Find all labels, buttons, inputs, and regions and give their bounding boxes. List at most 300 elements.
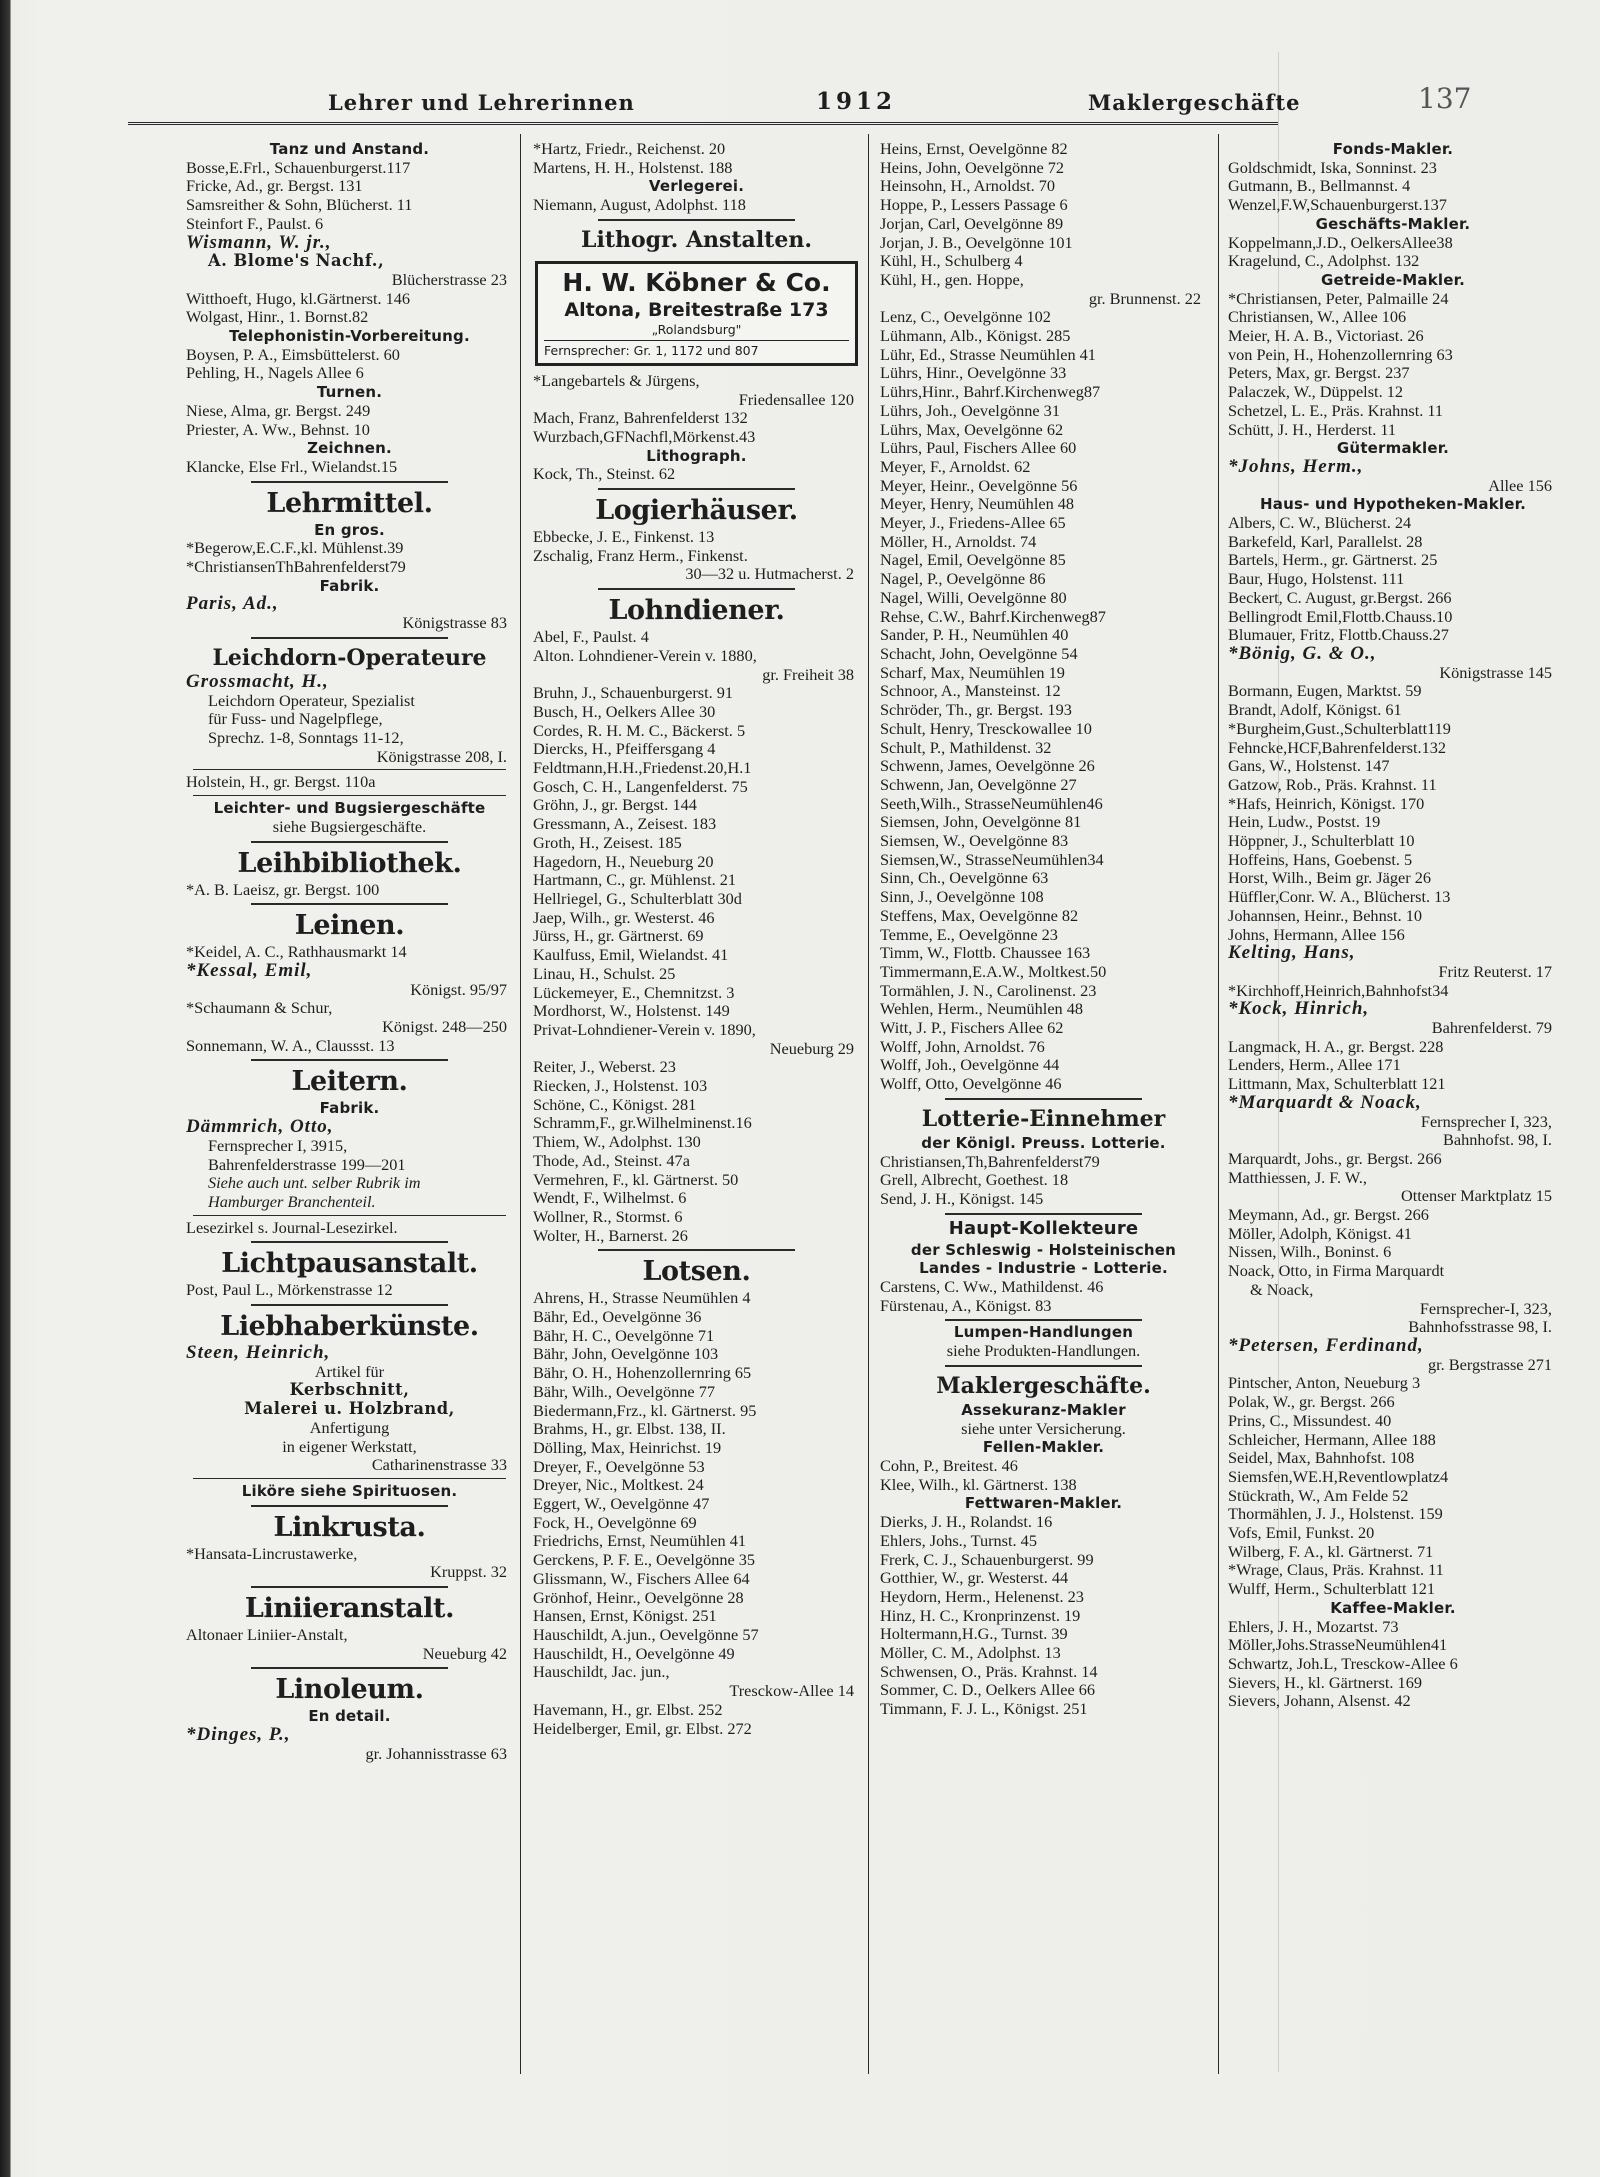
list-item: Meymann, Ad., gr. Bergst. 266 [1228,1206,1429,1225]
advertisement-box [535,261,858,366]
list-item: für Fuss- und Nagelpflege, [208,710,383,729]
list-item: Hauschildt, A.jun., Oevelgönne 57 [533,1626,759,1644]
list-item: Thormählen, J. J., Holstenst. 159 [1228,1505,1443,1524]
list-item: Goldschmidt, Iska, Sonninst. 23 [1228,158,1437,177]
list-item: Lenz, C., Oevelgönne 102 [880,308,1051,327]
list-item: *Hafs, Heinrich, Königst. 170 [1228,794,1425,813]
list-item: Siehe auch unt. selber Rubrik im [208,1174,421,1193]
list-item: Kragelund, C., Adolphst. 132 [1228,252,1420,271]
list-item: Dierks, J. H., Rolandst. 16 [880,1513,1053,1532]
list-item: Lührs, Max, Oevelgönne 62 [880,420,1064,439]
list-item: Groth, H., Zeisest. 185 [533,833,682,852]
section-heading: Leichdorn-Operateure [212,644,487,671]
section-heading: Maklergeschäfte. [936,1372,1151,1399]
list-item: Mach, Franz, Bahrenfelderst 132 [533,409,748,428]
entry-list [533,1289,860,1682]
list-item: Schramm,F., gr.Wilhelminenst.16 [533,1114,752,1133]
list-item: Ahrens, H., Strasse Neumühlen 4 [533,1289,751,1308]
list-item: Gröhn, J., gr. Bergst. 144 [533,796,697,815]
list-item: Wendt, F., Wilhelmst. 6 [533,1189,687,1208]
list-item: Bähr, Ed., Oevelgönne 36 [533,1308,702,1327]
list-item: Wolff, John, Arnoldst. 76 [880,1037,1045,1056]
list-item: Gotthier, W., gr. Westerst. 44 [880,1569,1069,1588]
list-item: Frerk, C. J., Schauenburgerst. 99 [880,1550,1094,1569]
entry-name: Steen, Heinrich, [186,1342,331,1364]
list-item: Siemsen,W., StrasseNeumühlen34 [880,850,1104,869]
list-item: Pehling, H., Nagels Allee 6 [186,364,364,383]
list-item: Linau, H., Schulst. 25 [533,964,676,983]
list-item: Lenders, Herm., Allee 171 [1228,1056,1401,1075]
entry-rule [193,795,507,796]
list-item: Nagel, Willi, Oevelgönne 80 [880,588,1067,607]
list-item: Hein, Ludw., Postst. 19 [1228,813,1381,832]
entry-list [1228,1206,1558,1281]
section-rule [251,1667,447,1669]
ad-tagline: „Rolandsburg" [651,321,742,337]
section-heading: Turnen. [316,383,383,402]
entry-address: Allee 156 [1488,475,1552,495]
section-heading: Haupt-Kollekteure [948,1217,1139,1239]
list-item: Koppelmann,J.D., OelkersAllee38 [1228,233,1453,252]
entry: *Schaumann & Schur, [186,999,333,1018]
list-item: Nagel, Emil, Oevelgönne 85 [880,551,1066,570]
entry-address: Friedensallee 120 [738,389,854,409]
section-rule [598,219,794,221]
list-item: Blumauer, Fritz, Flottb.Chauss.27 [1228,626,1449,645]
list-item: Schult, Henry, Tresckowallee 10 [880,719,1092,738]
list-item: Rehse, C.W., Bahrf.Kirchenweg87 [880,607,1106,626]
list-item: Hagedorn, H., Neueburg 20 [533,852,714,871]
list-item: Alton. Lohndiener-Verein v. 1880, [533,646,757,665]
list-item: Stückrath, W., Am Felde 52 [1228,1486,1409,1505]
list-item: Jorjan, J. B., Oevelgönne 101 [880,233,1073,252]
entry-name: *Johns, Herm., [1228,455,1364,477]
list-item: Seidel, Max, Bahnhofst. 108 [1228,1449,1415,1468]
list-item: Glissmann, W., Fischers Allee 64 [533,1569,750,1588]
list-item: Bellingrodt Emil,Flottb.Chauss.10 [1228,607,1453,626]
column-rule [520,134,521,2074]
list-item: Tormählen, J. N., Carolinenst. 23 [880,981,1097,1000]
list-item: Mordhorst, W., Holstenst. 149 [533,1002,730,1021]
section-heading: Lithogr. Anstalten. [581,226,812,253]
list-item: Kerbschnitt, [289,1381,410,1400]
entry-list [186,402,513,439]
section-heading: Lotsen. [642,1256,751,1288]
cross-reference: siehe Produkten-Handlungen. [946,1341,1141,1361]
entry-list [533,196,860,215]
list-item: Sander, P. H., Neumühlen 40 [880,626,1069,645]
header-year: 1912 [816,88,897,115]
entry-rule [193,769,507,770]
section-rule [251,903,447,905]
list-item: Brahms, H., gr. Elbst. 138, II. [533,1420,726,1439]
section-heading: Leihbibliothek. [237,847,462,879]
entry-list [880,1153,1207,1209]
list-item: Hoppe, P., Lessers Passage 6 [880,196,1068,215]
entry-address: Neueburg 42 [422,1643,507,1663]
subsection-heading: Fonds-Makler. [1332,140,1454,158]
entry-list [533,528,860,565]
entry-text [186,1419,513,1456]
list-item: Kühl, H., Schulberg 4 [880,252,1023,271]
entry-list [1228,290,1558,440]
list-item: Peters, Max, gr. Bergst. 237 [1228,364,1410,383]
section-heading: Linoleum. [275,1674,424,1706]
section-rule [251,1059,447,1061]
list-item: in eigener Werkstatt, [282,1437,417,1456]
entry-list [186,881,513,900]
list-item: Lührs, Joh., Oevelgönne 31 [880,401,1060,420]
list-item: Fürstenau, A., Königst. 83 [880,1296,1052,1315]
subsection-heading: En detail. [308,1707,391,1726]
entry-text [186,1137,513,1174]
list-item: Heydorn, Herm., Helenenst. 23 [880,1587,1084,1606]
list-item: Anfertigung [309,1418,390,1437]
entry-name: Grossmacht, H., [186,670,329,692]
list-item: Wilberg, F. A., kl. Gärtnerst. 71 [1228,1542,1434,1561]
list-item: Schöne, C., Königst. 281 [533,1095,697,1114]
list-item: Zschalig, Franz Herm., Finkenst. [533,546,748,565]
entry-list [1228,514,1558,645]
list-item: Schröder, Th., gr. Bergst. 193 [880,701,1072,720]
header-left: Lehrer und Lehrerinnen [328,90,635,115]
list-item: Vofs, Emil, Funkst. 20 [1228,1524,1375,1543]
entry-address: Königst. 95/97 [410,979,507,999]
entry-list [186,1281,513,1300]
list-item: Dölling, Max, Heinrichst. 19 [533,1438,722,1457]
list-item: Lühr, Ed., Strasse Neumühlen 41 [880,345,1096,364]
entry-text [186,1363,513,1382]
subsection-heading: Fabrik. [319,1099,380,1118]
section-rule [251,637,447,639]
ad-telephone: Fernsprecher: Gr. 1, 1172 und 807 [544,340,849,359]
list-item: Steinfort F., Paulst. 6 [186,214,324,233]
list-item: Seeth,Wilh., StrasseNeumühlen46 [880,794,1103,813]
entry-address: Königst. 248—250 [382,1017,507,1037]
list-item: Polak, W., gr. Bergst. 266 [1228,1393,1395,1412]
list-item: Jaep, Wilh., gr. Westerst. 46 [533,908,715,927]
section-rule [251,841,447,843]
list-item: Siemsen, W., Oevelgönne 83 [880,832,1069,851]
list-item: Priester, A. Ww., Behnst. 10 [186,420,370,439]
entry-name: Dämmrich, Otto, [186,1116,334,1138]
list-item: Schleicher, Hermann, Allee 188 [1228,1430,1436,1449]
list-item: Albers, C. W., Blücherst. 24 [1228,514,1412,533]
list-item: Littmann, Max, Schulterblatt 121 [1228,1075,1446,1094]
list-item: Baur, Hugo, Holstenst. 111 [1228,570,1405,589]
subsection-heading: Haus- und Hypotheken-Makler. [1260,495,1526,514]
entry-list [880,1278,1207,1315]
list-item: Samsreither & Sohn, Blücherst. 11 [186,196,413,215]
list-item: Post, Paul L., Mörkenstrasse 12 [186,1281,393,1300]
entry-address: gr. Bergstrasse 271 [1427,1354,1552,1374]
entry-address: Tresckow-Allee 14 [729,1681,854,1701]
list-item: Siemsen, John, Oevelgönne 81 [880,813,1082,832]
subsection-heading: Landes - Industrie - Lotterie. [919,1259,1168,1278]
list-item: Reiter, J., Weberst. 23 [533,1058,676,1077]
subsection-heading: Fellen-Makler. [982,1438,1105,1457]
entry-address: Neueburg 29 [769,1038,854,1058]
list-item: Eggert, W., Oevelgönne 47 [533,1495,710,1514]
list-item: Martens, H. H., Holstenst. 188 [533,158,733,177]
cross-reference: siehe unter Versicherung. [961,1418,1126,1438]
list-item: Heins, John, Oevelgönne 72 [880,158,1065,177]
list-item: Hamburger Branchenteil. [208,1192,376,1211]
entry-list [1228,1618,1558,1712]
entry-text-bold [186,1381,513,1418]
entry-list [880,1513,1207,1719]
list-item: Dreyer, F., Oevelgönne 53 [533,1457,705,1476]
entry-firm: A. Blome's Nachf., [208,251,385,271]
entry-name: *Bönig, G. & O., [1228,642,1377,664]
entry-text: Fernsprecher-I, 323, [1419,1298,1552,1318]
list-item: Grell, Albrecht, Goethest. 18 [880,1171,1069,1190]
list-item: Gerckens, P. F. E., Oevelgönne 35 [533,1551,756,1570]
list-item: Schütt, J. H., Herderst. 11 [1228,420,1397,439]
list-item: Schnoor, A., Mansteinst. 12 [880,682,1061,701]
list-item: Johannsen, Heinr., Behnst. 10 [1228,906,1422,925]
list-item: Bosse,E.Frl., Schauenburgerst.117 [186,158,411,177]
running-header [128,82,1472,125]
list-item: Schwenn, James, Oevelgönne 26 [880,757,1095,776]
list-item: Holtermann,H.G., Turnst. 39 [880,1625,1068,1644]
list-item: Diercks, H., Pfeiffersgang 4 [533,740,716,759]
entry-list [1228,1150,1558,1187]
list-item: Fricke, Ad., gr. Bergst. 131 [186,177,363,196]
list-item: Privat-Lohndiener-Verein v. 1890, [533,1020,756,1039]
entry-list [186,346,513,383]
list-item: Cordes, R. H. M. C., Bäckerst. 5 [533,721,746,740]
list-item: Wehlen, Herm., Neumühlen 48 [880,1000,1084,1019]
list-item: Gatzow, Rob., Präs. Krahnst. 11 [1228,775,1437,794]
list-item: Timm, W., Flottb. Chaussee 163 [880,944,1091,963]
column-3 [880,140,1207,2075]
list-item: Artikel für [314,1362,385,1381]
list-item: Nagel, P., Oevelgönne 86 [880,570,1046,589]
list-item: Matthiessen, J. F. W., [1228,1168,1367,1187]
list-item: Lückemeyer, E., Chemnitzst. 3 [533,983,735,1002]
section-heading: Lohndiener. [608,595,785,627]
list-item: Brandt, Adolf, Königst. 61 [1228,701,1402,720]
entry-list [533,140,860,177]
entry-list [533,409,860,446]
section-rule [251,1241,447,1243]
list-item: Fock, H., Oevelgönne 69 [533,1513,697,1532]
list-item: Wenzel,F.W,Schauenburgerst.137 [1228,196,1447,215]
list-item: Meyer, Henry, Neumühlen 48 [880,495,1075,514]
entry-list [533,1701,860,1738]
entry-name: *Dinges, P., [186,1724,291,1746]
list-item: Christiansen, W., Allee 106 [1228,308,1407,327]
list-item: Palaczek, W., Düppelst. 12 [1228,383,1403,402]
entry-address: gr. Brunnenst. 22 [1088,288,1201,308]
section-heading: Liniieranstalt. [244,1593,455,1625]
entry-address: Königstrasse 208, I. [376,746,507,766]
list-item: Timmermann,E.A.W., Moltkest.50 [880,962,1107,981]
list-item: Ehlers, J. H., Mozartst. 73 [1228,1617,1399,1636]
entry-name: *Kock, Hinrich, [1228,998,1370,1020]
list-item: Siemsfen,WE.H,Reventlowplatz4 [1228,1467,1449,1486]
section-heading: Linkrusta. [273,1511,426,1543]
cross-reference: siehe Bugsiergeschäfte. [272,816,427,836]
list-item: Lührs, Paul, Fischers Allee 60 [880,439,1077,458]
section-rule [598,588,794,590]
list-item: Möller, Adolph, Königst. 41 [1228,1224,1412,1243]
entry: *Kirchhoff,Heinrich,Bahnhofst34 [1228,981,1449,1000]
ad-company-name: H. W. Köbner & Co. [562,267,831,297]
list-item: Kock, Th., Steinst. 62 [533,465,676,484]
list-item: Hauschildt, H., Oevelgönne 49 [533,1644,735,1663]
entry: Holstein, H., gr. Bergst. 110a [186,773,376,792]
entry-list [186,290,513,327]
subsection-heading: Assekuranz-Makler [961,1400,1126,1419]
entry-list [880,308,1207,1094]
entry-list [880,140,1207,290]
entry-address: Kruppst. 32 [430,1562,507,1582]
list-item: Wolff, Joh., Oevelgönne 44 [880,1056,1060,1075]
list-item: Lührs, Hinr., Oevelgönne 33 [880,364,1067,383]
list-item: *A. B. Laeisz, gr. Bergst. 100 [186,880,380,899]
entry-list [1228,159,1558,215]
ad-address: Altona, Breitestraße 173 [564,298,829,321]
section-rule [945,1365,1141,1367]
list-item: Abel, F., Paulst. 4 [533,628,649,647]
list-item: Hartmann, C., gr. Mühlenst. 21 [533,871,737,890]
list-item: Friedrichs, Ernst, Neumühlen 41 [533,1532,746,1551]
entry-list [533,1058,860,1245]
list-item: Grönhof, Heinr., Oevelgönne 28 [533,1588,744,1607]
list-item: Temme, E., Oevelgönne 23 [880,925,1058,944]
section-rule [251,1304,447,1306]
entry-name: *Petersen, Ferdinand, [1228,1335,1424,1356]
list-item: Bähr, H. C., Oevelgönne 71 [533,1326,715,1345]
entry-address: Königstrasse 83 [402,613,507,633]
entry-address: gr. Freiheit 38 [762,664,854,684]
list-item: Wollner, R., Stormst. 6 [533,1207,683,1226]
entry-address: Bahnhofsstrasse 98, I. [1408,1317,1552,1337]
section-rule [598,1249,794,1251]
list-item: Sievers, Johann, Alsenst. 42 [1228,1692,1411,1711]
list-item: Sinn, Ch., Oevelgönne 63 [880,869,1049,888]
list-item: Hüffler,Conr. W. A., Blücherst. 13 [1228,888,1451,907]
section-heading: Leichter- und Bugsiergeschäfte [213,799,486,818]
entry-address: Bahnhofst. 98, I. [1443,1130,1552,1150]
list-item: Feldtmann,H.H.,Friedenst.20,H.1 [533,759,752,778]
section-heading: Logierhäuser. [595,495,798,527]
section-heading: Lehrmittel. [266,487,433,519]
list-item: *Hartz, Friedr., Reichenst. 20 [533,140,726,158]
cross-reference: Liköre siehe Spirituosen. [241,1481,458,1500]
list-item: *ChristiansenThBahrenfelderst79 [186,558,406,577]
list-item: Sommer, C. D., Oelkers Allee 66 [880,1681,1096,1700]
column-rule [1218,134,1219,2074]
list-item: Hansen, Ernst, Königst. 251 [533,1607,717,1626]
list-item: Fehncke,HCF,Bahrenfelderst.132 [1228,738,1446,757]
list-item: Biedermann,Frz., kl. Gärtnerst. 95 [533,1401,757,1420]
list-item: Möller,Johs.StrasseNeumühlen41 [1228,1636,1448,1655]
list-item: Meyer, F., Arnoldst. 62 [880,457,1031,476]
section-heading: Tanz und Anstand. [269,140,430,158]
entry-address: Blücherstrasse 23 [391,269,507,289]
list-item: Fernsprecher I, 3915, [208,1136,348,1155]
list-item: Leichdorn Operateur, Spezialist [208,691,415,710]
list-item: Schacht, John, Oevelgönne 54 [880,644,1078,663]
entry-address: Königstrasse 145 [1439,662,1552,682]
list-item: Malerei u. Holzbrand, [244,1400,455,1419]
column-4 [1228,140,1558,2075]
section-heading: Telephonistin-Vorbereitung. [229,327,470,346]
entry-rule [193,1478,507,1479]
list-item: Niemann, August, Adolphst. 118 [533,196,746,215]
entry-address: 30—32 u. Hutmacherst. 2 [685,564,854,584]
list-item: Beckert, C. August, gr.Bergst. 266 [1228,588,1452,607]
page-number: 137 [1418,82,1472,115]
subsection-heading: der Schleswig - Holsteinischen [910,1240,1177,1259]
list-item: Wulff, Herm., Schulterblatt 121 [1228,1580,1436,1599]
list-item: Thiem, W., Adolphst. 130 [533,1133,701,1152]
entry-address: gr. Johannisstrasse 63 [365,1743,507,1763]
entry-list [1228,1038,1558,1094]
entry-list [186,159,513,234]
list-item: Klancke, Else Frl., Wielandst.15 [186,457,398,476]
list-item: Barkefeld, Karl, Parallelst. 28 [1228,532,1423,551]
entry-text: & Noack, [1250,1279,1314,1299]
list-item: Witthoeft, Hugo, kl.Gärtnerst. 146 [186,289,411,308]
entry-list [186,539,513,576]
list-item: Hoffeins, Hans, Goebenst. 5 [1228,850,1413,869]
list-item: Meyer, J., Friedens-Allee 65 [880,514,1066,533]
list-item: Marquardt, Johs., gr. Bergst. 266 [1228,1149,1442,1168]
list-item: Pintscher, Anton, Neueburg 3 [1228,1374,1421,1393]
list-item: Cohn, P., Breitest. 46 [880,1457,1018,1475]
list-item: Meyer, Heinr., Oevelgönne 56 [880,476,1078,495]
entry-name: *Kessal, Emil, [186,959,313,981]
entry: *Keidel, A. C., Rathhausmarkt 14 [186,943,407,962]
list-item: Heins, Ernst, Oevelgönne 82 [880,140,1068,158]
list-item: Boysen, P. A., Eimsbüttelerst. 60 [186,345,400,364]
entry-address: Ottenser Marktplatz 15 [1400,1186,1552,1206]
list-item: Niese, Alma, gr. Bergst. 249 [186,401,371,420]
list-item: Langmack, H. A., gr. Bergst. 228 [1228,1037,1444,1056]
list-item: Gutmann, B., Bellmannst. 4 [1228,177,1411,196]
entry-list [880,1457,1207,1494]
section-heading: Zeichnen. [307,439,392,458]
page-content [128,52,1552,2072]
list-item: Gressmann, A., Zeisest. 183 [533,815,717,834]
list-item: Schwensen, O., Präs. Krahnst. 14 [880,1662,1098,1681]
list-item: Möller, H., Arnoldst. 74 [880,532,1037,551]
header-right: Maklergeschäfte [1088,90,1301,115]
list-item: Witt, J. P., Fischers Allee 62 [880,1019,1064,1038]
section-rule [251,1586,447,1588]
list-item: Meier, H. A. B., Victoriast. 26 [1228,327,1424,346]
list-item: Kühl, H., gen. Hoppe, [880,270,1024,289]
cross-reference: Lesezirkel s. Journal-Lesezirkel. [186,1218,398,1237]
list-item: Möller, C. M., Adolphst. 13 [880,1644,1061,1663]
entry: *Langebartels & Jürgens, [533,371,700,390]
list-item: Bähr, Wilh., Oevelgönne 77 [533,1382,715,1401]
list-item: Klee, Wilh., kl. Gärtnerst. 138 [880,1475,1077,1494]
list-item: Wolff, Otto, Oevelgönne 46 [880,1075,1062,1094]
list-item: *Christiansen, Peter, Palmaille 24 [1228,289,1449,308]
list-item: Gosch, C. H., Langenfelderst. 75 [533,777,748,796]
subsection-heading: Kaffee-Makler. [1330,1598,1456,1617]
entry: Sonnemann, W. A., Claussst. 13 [186,1036,395,1055]
list-item: Schwartz, Joh.L, Tresckow-Allee 6 [1228,1654,1458,1673]
subsection-heading: Fettwaren-Makler. [964,1494,1123,1513]
section-rule [251,1505,447,1507]
list-item: Thode, Ad., Steinst. 47a [533,1151,690,1170]
